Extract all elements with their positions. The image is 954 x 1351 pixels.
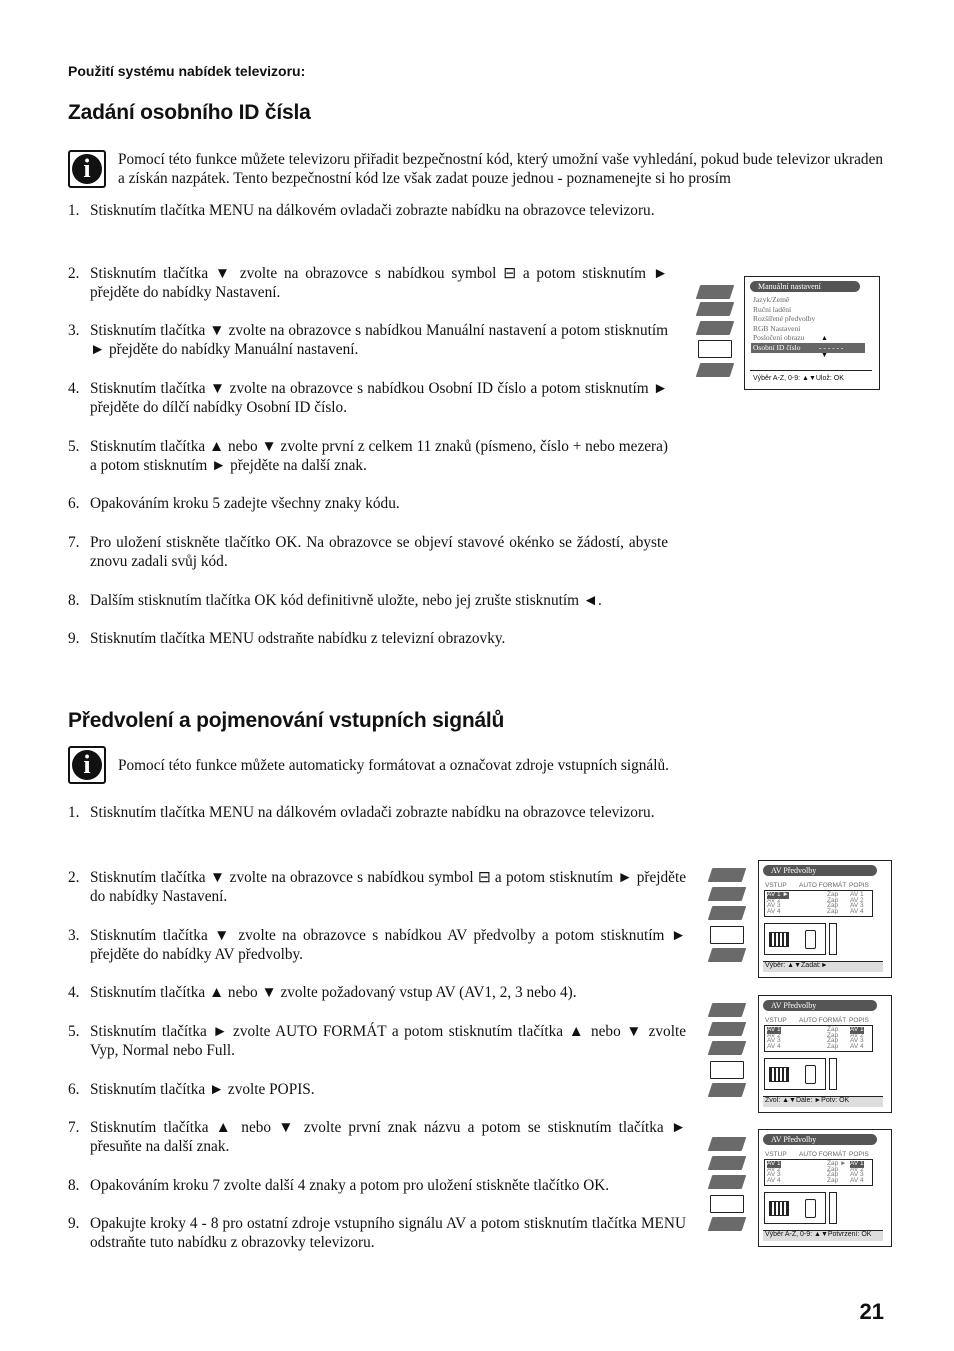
table-cell: AV 3: [850, 1171, 864, 1179]
step-text: Opakujte kroky 4 - 8 pro ostatní zdroje vstupního signálu AV a potom stisknutím tlačítka MENU odstraňte tuto nabídku z obrazovky televizoru.: [90, 1215, 686, 1251]
table-cell: AV 3: [767, 902, 781, 910]
table-cell: AV 4: [767, 907, 781, 915]
features-icon: [708, 906, 747, 920]
step-text: Stisknutím tlačítka ► zvolte AUTO FORMÁT a potom stisknutím tlačítka ▲ nebo ▼ zvolte Vyp, Normal nebo Full.: [90, 1023, 686, 1059]
setup-icon: [710, 926, 744, 944]
step-text: Stisknutím tlačítka ▼ zvolte na obrazovce s nabídkou AV předvolby a potom stisknutím ► přejděte do nabídky AV předvolby.: [90, 927, 686, 963]
av-presets-panel: [704, 1129, 890, 1245]
table-cell: AV 1: [850, 1160, 864, 1167]
remote-icon: [805, 1065, 816, 1084]
remote-icon: [805, 930, 816, 949]
menu-title: AV Předvolby: [763, 865, 877, 876]
table-cell: AV 2: [850, 1031, 864, 1039]
step-number: 1.: [68, 804, 80, 821]
menu-item: Posločení obrazu: [753, 333, 805, 342]
page-number: 21: [859, 1299, 884, 1324]
table-cell: Zap: [827, 1171, 839, 1179]
step-text: Stisknutím tlačítka ▼ zvolte na obrazovce s nabídkou Manuální nastavení a potom stisknutím ► přejděte do nabídky Manuální nastavení.: [90, 322, 668, 358]
table-cell: Zap: [827, 907, 839, 915]
table-cell: AV 3: [767, 1037, 781, 1045]
features-icon: [708, 1175, 747, 1189]
step-text: Stisknutím tlačítka MENU na dálkovém ovladači zobrazte nabídku na obrazovce televizoru.: [90, 804, 655, 821]
av-table: [764, 890, 873, 917]
step-item: [68, 926, 686, 964]
remote-icon: [805, 1199, 816, 1218]
step-item: [68, 1214, 686, 1252]
step-item: [68, 533, 668, 571]
menu-item: RGB Nastavení: [753, 323, 801, 333]
divider: [750, 370, 872, 371]
av-table: [764, 1025, 873, 1052]
table-cell: Zap: [827, 1176, 839, 1184]
scart-icon: [769, 1201, 789, 1216]
step-item: [68, 983, 686, 1002]
step-item: [68, 201, 668, 220]
connector-illustration: [764, 1058, 826, 1090]
column-header: POPIS: [849, 1151, 869, 1158]
step-text: Stisknutím tlačítka ▲ nebo ▼ zvolte první z celkem 11 znaků (písmeno, číslo + nebo mezera) a potom stisknutím ► přejděte na další znak.: [90, 438, 668, 474]
id-entry-field: - - - - - -: [817, 343, 865, 353]
table-cell: AV 1: [850, 891, 864, 898]
step-number: 3.: [68, 322, 80, 339]
table-cell: Zap: [827, 1037, 839, 1045]
table-cell: Zap: [827, 1031, 839, 1039]
step-number: 4.: [68, 380, 80, 397]
step-text: Stisknutím tlačítka MENU odstraňte nabídku z televizní obrazovky.: [90, 630, 506, 647]
step-text: Dalším stisknutím tlačítka OK kód definitivně uložte, nebo jej zrušte stisknutím ◄.: [90, 592, 602, 609]
step-text: Stisknutím tlačítka ► zvolte POPIS.: [90, 1081, 315, 1098]
av-jack-icon: [829, 923, 837, 955]
teletext-icon: [708, 1083, 747, 1097]
table-cell: AV 1: [850, 1026, 864, 1033]
teletext-icon: [696, 363, 735, 377]
section2-intro: Pomocí této funkce můžete automaticky formátovat a označovat zdroje vstupních signálů.: [118, 757, 669, 774]
step-item: [68, 264, 668, 302]
step-text: Stisknutím tlačítka ▼ zvolte na obrazovce s nabídkou symbol ⊟ a potom stisknutím ► přejděte do nabídky Nastavení.: [90, 869, 686, 905]
av-presets-menu: [758, 1129, 892, 1247]
step-text: Pro uložení stiskněte tlačítko OK. Na obrazovce se objeví stavové okénko se žádostí, abyste znovu zadali svůj kód.: [90, 534, 668, 570]
table-cell: AV 4: [850, 1176, 864, 1184]
menu-title: Manuální nastavení: [750, 281, 860, 292]
menu-footer: Zvol: ▲▼Dále: ►Potv: OK: [765, 1097, 850, 1104]
step-text: Opakováním kroku 5 zadejte všechny znaky kódu.: [90, 495, 400, 512]
column-header: AUTO FORMÁT: [799, 1017, 847, 1024]
table-cell: Zap: [827, 902, 839, 910]
step-number: 2.: [68, 265, 80, 282]
step-text: Stisknutím tlačítka ▲ nebo ▼ zvolte požadovaný vstup AV (AV1, 2, 3 nebo 4).: [90, 984, 577, 1001]
setup-icon: [698, 340, 732, 358]
step-number: 2.: [68, 869, 80, 886]
step-item: [68, 868, 686, 906]
av-table: [764, 1159, 873, 1186]
setup-icon: [710, 1061, 744, 1079]
step-number: 8.: [68, 592, 80, 609]
step-number: 6.: [68, 495, 80, 512]
step-number: 3.: [68, 927, 80, 944]
manual-settings-menu: [744, 276, 880, 390]
table-cell: Zap ►: [827, 1160, 847, 1167]
step-number: 1.: [68, 202, 80, 219]
sound-icon: [708, 887, 747, 901]
picture-icon: [708, 1003, 747, 1017]
step-text: Stisknutím tlačítka MENU na dálkovém ovladači zobrazte nabídku na obrazovce televizoru.: [90, 202, 655, 219]
menu-item-selected: Osobní ID číslo: [751, 343, 817, 353]
step-number: 5.: [68, 1023, 80, 1040]
down-arrow-icon: ▼: [821, 351, 828, 359]
table-cell: AV 1 ►: [767, 891, 789, 898]
column-header: AUTO FORMÁT: [799, 882, 847, 889]
menu-footer: Výběr A-Z, 0-9: ▲▼Ulož: OK: [753, 375, 844, 382]
av-jack-icon: [829, 1058, 837, 1090]
table-cell: AV 3: [850, 1037, 864, 1045]
table-cell: Zap: [827, 896, 839, 904]
table-cell: AV 4: [850, 1042, 864, 1050]
table-cell: AV 1: [767, 1026, 781, 1033]
setup-icon: [710, 1195, 744, 1213]
scart-icon: [769, 1067, 789, 1082]
table-cell: AV 1: [767, 1160, 781, 1167]
table-cell: AV 4: [850, 907, 864, 915]
column-header: VSTUP: [765, 1151, 787, 1158]
step-number: 5.: [68, 438, 80, 455]
step-number: 7.: [68, 534, 80, 551]
manual-settings-screenshot: [692, 276, 878, 389]
menu-title: AV Předvolby: [763, 1000, 877, 1011]
column-header: VSTUP: [765, 882, 787, 889]
step-number: 9.: [68, 630, 80, 647]
sound-icon: [708, 1156, 747, 1170]
menu-footer: Výběr: ▲▼Zadat:►: [765, 962, 828, 969]
menu-footer: Výběr A-Z, 0-9: ▲▼Potvrzení: OK: [765, 1231, 872, 1238]
step-number: 7.: [68, 1119, 80, 1136]
step-number: 6.: [68, 1081, 80, 1098]
av-presets-menu: [758, 860, 892, 978]
teletext-icon: [708, 1217, 747, 1231]
picture-icon: [708, 1137, 747, 1151]
connector-illustration: [764, 923, 826, 955]
menu-item: Jazyk/Země: [753, 295, 790, 304]
av-presets-panel: [704, 860, 890, 976]
table-cell: AV 4: [767, 1176, 781, 1184]
table-cell: Zap: [827, 891, 839, 898]
step-item: [68, 1118, 686, 1156]
step-item: [68, 1022, 686, 1060]
sound-icon: [708, 1022, 747, 1036]
step-item: [68, 629, 668, 648]
step-item: [68, 321, 668, 359]
menu-item: Rozšířené předvolby: [753, 314, 816, 323]
section-kicker: Použití systému nabídek televizoru:: [68, 63, 306, 79]
av-presets-panel: [704, 995, 890, 1111]
step-item: [68, 379, 668, 417]
step-text: Stisknutím tlačítka ▼ zvolte na obrazovce s nabídkou Osobní ID číslo a potom stisknutím ► přejděte do dílčí nabídky Osobní ID číslo.: [90, 380, 668, 416]
teletext-icon: [708, 948, 747, 962]
step-item: [68, 1176, 686, 1195]
step-number: 4.: [68, 984, 80, 1001]
table-cell: AV 2: [850, 1165, 864, 1173]
column-header: AUTO FORMÁT: [799, 1151, 847, 1158]
step-text: Opakováním kroku 7 zvolte další 4 znaky a potom pro uložení stiskněte tlačítko OK.: [90, 1177, 610, 1194]
step-item: [68, 437, 668, 475]
menu-title: AV Předvolby: [763, 1134, 877, 1145]
connector-illustration: [764, 1192, 826, 1224]
table-cell: AV 2: [767, 1031, 781, 1039]
sound-icon: [696, 302, 735, 316]
info-icon: i: [68, 746, 106, 784]
section1-title: Zadání osobního ID čísla: [68, 101, 311, 124]
picture-icon: [696, 285, 735, 299]
table-cell: AV 4: [767, 1042, 781, 1050]
av-presets-menu: [758, 995, 892, 1113]
step-text: Stisknutím tlačítka ▼ zvolte na obrazovce s nabídkou symbol ⊟ a potom stisknutím ► přejděte do nabídky Nastavení.: [90, 265, 668, 301]
table-cell: Zap: [827, 1165, 839, 1173]
column-header: VSTUP: [765, 1017, 787, 1024]
table-cell: AV 2: [767, 1165, 781, 1173]
column-header: POPIS: [849, 1017, 869, 1024]
step-item: [68, 803, 686, 822]
table-cell: AV 3: [767, 1171, 781, 1179]
step-item: [68, 1080, 686, 1099]
av-jack-icon: [829, 1192, 837, 1224]
section2-title: Předvolení a pojmenování vstupních signálů: [68, 709, 505, 732]
info-icon: i: [68, 150, 106, 188]
features-icon: [708, 1041, 747, 1055]
menu-item: Ruční ladění: [753, 304, 792, 314]
step-number: 8.: [68, 1177, 80, 1194]
up-arrow-icon: ▲: [821, 334, 828, 342]
column-header: POPIS: [849, 882, 869, 889]
scart-icon: [769, 932, 789, 947]
picture-icon: [708, 868, 747, 882]
table-cell: AV 2: [850, 896, 864, 904]
table-cell: Zap: [827, 1026, 839, 1033]
section1-intro: Pomocí této funkce můžete televizoru přiřadit bezpečnostní kód, který umožní vaše vyhledání, pokud bude televizor ukraden a získán nazpátek. Tento bezpečnostní kód lze však zadat pouze jednou - poznamenejte si ho prosím: [118, 151, 884, 187]
step-item: [68, 591, 668, 610]
table-cell: AV 3: [850, 902, 864, 910]
table-cell: AV 2: [767, 896, 781, 904]
step-text: Stisknutím tlačítka ▲ nebo ▼ zvolte první znak názvu a potom se stisknutím tlačítka ► přesuňte na další znak.: [90, 1119, 686, 1155]
step-item: [68, 494, 668, 513]
step-number: 9.: [68, 1215, 80, 1232]
features-icon: [696, 321, 735, 335]
table-cell: Zap: [827, 1042, 839, 1050]
